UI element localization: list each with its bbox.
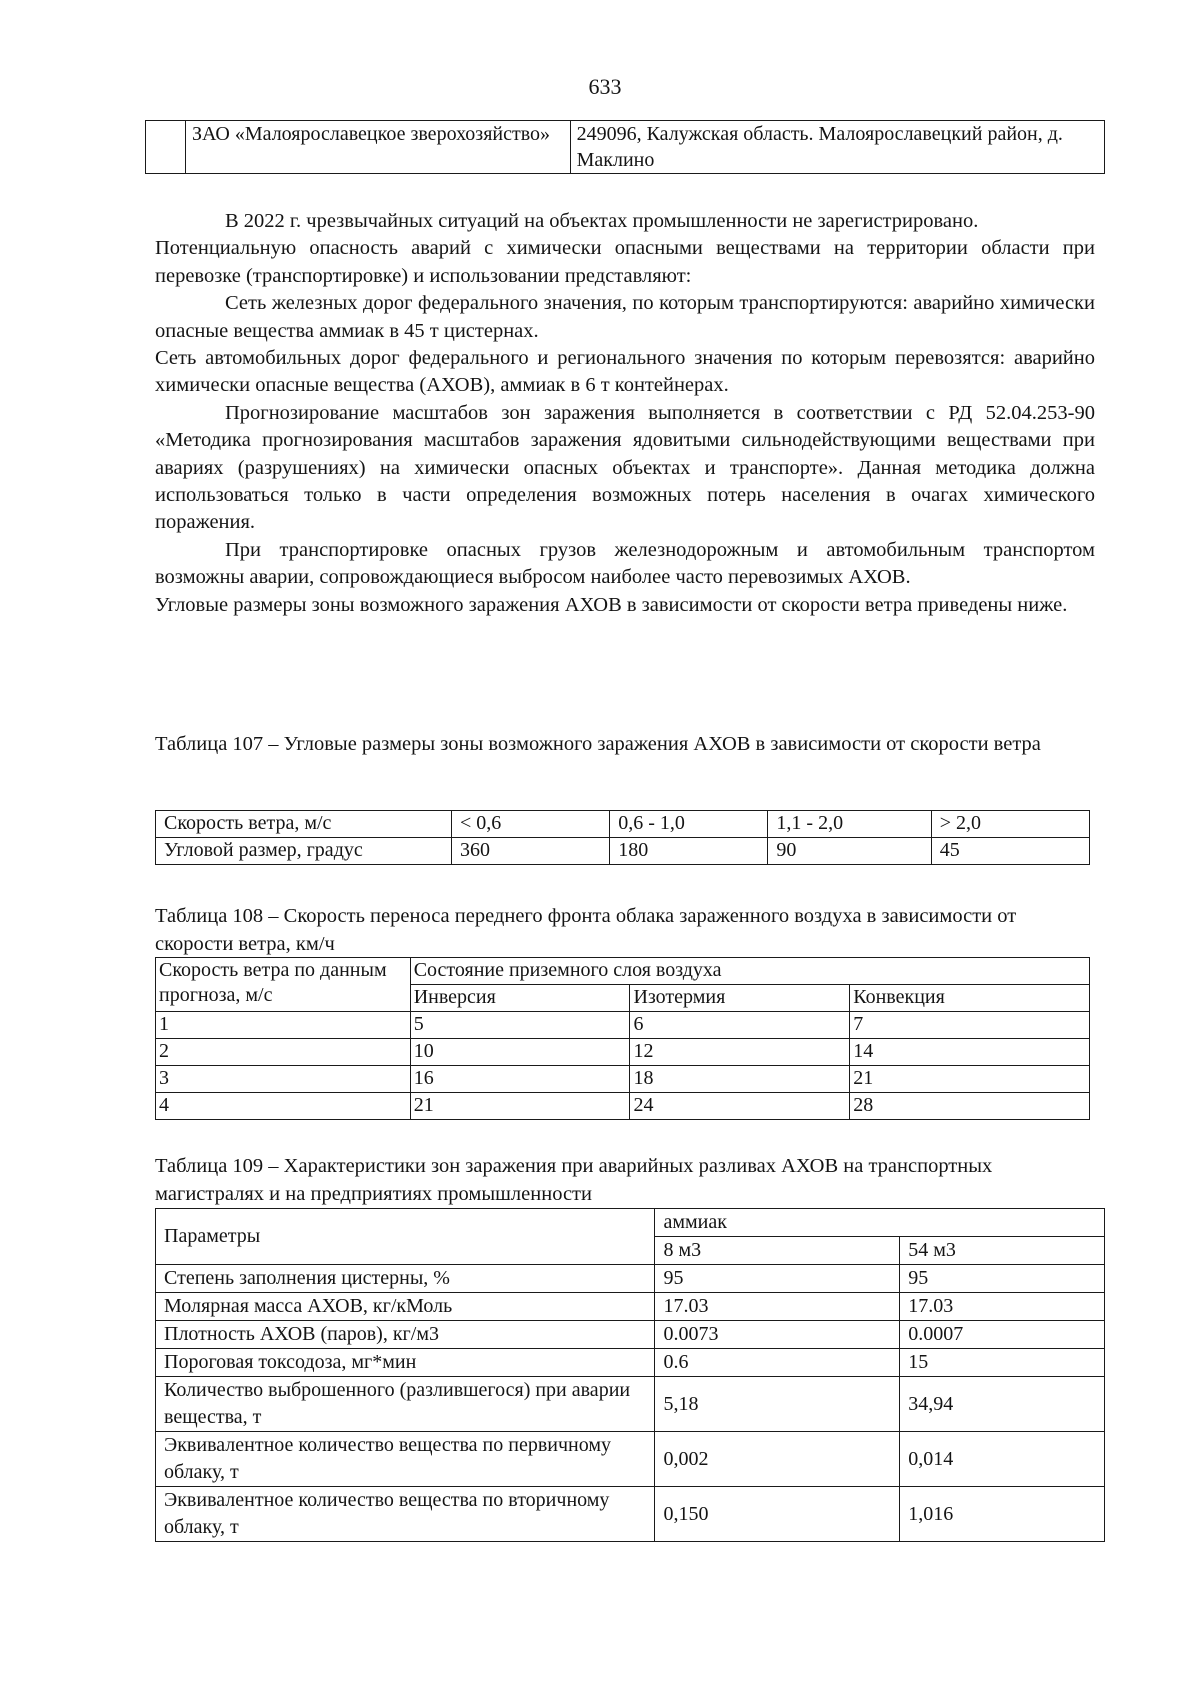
table-cell: < 0,6 [452,811,610,838]
table-cell: 18 [630,1066,850,1093]
column-header: Параметры [156,1209,655,1265]
table-cell: 0,150 [655,1487,900,1542]
table-109-caption: Таблица 109 – Характеристики зон заражения при аварийных разливах АХОВ на транспортных магистралях и на предприятиях промышленности [155,1155,993,1205]
table-cell: 180 [610,838,768,865]
column-group-header: Состояние приземного слоя воздуха [410,958,1089,985]
table-cell: 360 [452,838,610,865]
table-108-caption: Таблица 108 – Скорость переноса переднего фронта облака зараженного воздуха в зависимости от скорости ветра, км/ч [155,905,1017,955]
table-row [156,1265,1105,1293]
table-row [156,1039,1090,1066]
table-109 [155,1208,1105,1542]
table-cell: 34,94 [900,1377,1105,1432]
table-cell: 0,014 [900,1432,1105,1487]
table-cell: Количество выброшенного (разлившегося) при аварии вещества, т [156,1377,655,1432]
column-header: Изотермия [630,985,850,1012]
organization-table [145,120,1105,174]
table-cell: 45 [931,838,1089,865]
table-cell: 1,016 [900,1487,1105,1542]
body-text [155,208,1095,619]
table-cell: Скорость ветра, м/с [156,811,452,838]
table-cell: 21 [410,1093,630,1120]
table-cell: 0,6 - 1,0 [610,811,768,838]
paragraph: При транспортировке опасных грузов железнодорожным и автомобильным транспортом возможны аварии, сопровождающиеся выбросом наиболее часто перевозимых АХОВ. [155,538,1095,589]
table-cell: 1 [156,1012,411,1039]
table-cell: 90 [768,838,931,865]
table-cell: > 2,0 [931,811,1089,838]
table-107 [155,810,1090,865]
table-row [156,838,1090,865]
table-cell: Степень заполнения цистерны, % [156,1265,655,1293]
paragraph: Прогнозирование масштабов зон заражения выполняется в соответствии с РД 52.04.253-90 «Методика прогнозирования масштабов заражения ядовитыми сильнодействующими веществами при авариях (разрушениях) на химически опасных объектах и транспорте». Данная методика должна использоваться только в части определения возможных потерь населения в очагах химического поражения. [155,401,1095,534]
table-row [156,1487,1105,1542]
table-row [156,1432,1105,1487]
table-row [146,121,1105,174]
table-row [156,1066,1090,1093]
table-cell: 14 [850,1039,1090,1066]
table-cell: 16 [410,1066,630,1093]
table-row [156,1293,1105,1321]
paragraph: В 2022 г. чрезвычайных ситуаций на объектах промышленности не зарегистрировано. [225,210,979,232]
table-row [156,811,1090,838]
table-107-caption: Таблица 107 – Угловые размеры зоны возможного заражения АХОВ в зависимости от скорости ветра [155,733,1041,755]
table-cell: Эквивалентное количество вещества по вторичному облаку, т [156,1487,655,1542]
table-cell: 2 [156,1039,411,1066]
table-cell: 0.0073 [655,1321,900,1349]
table-cell: 95 [655,1265,900,1293]
table-cell [146,121,186,174]
paragraph: Сеть железных дорог федерального значения, по которым транспортируются: аварийно химически опасные вещества аммиак в 45 т цистернах. [155,292,1095,342]
page-number: 633 [588,74,622,99]
table-cell: 28 [850,1093,1090,1120]
table-cell: 24 [630,1093,850,1120]
organization-address: 249096, Калужская область. Малоярославецкий район, д. Маклино [570,121,1104,174]
table-row [156,1012,1090,1039]
table-cell: 7 [850,1012,1090,1039]
table-cell: 5,18 [655,1377,900,1432]
table-cell: 5 [410,1012,630,1039]
table-cell: Пороговая токсодоза, мг*мин [156,1349,655,1377]
table-cell: 1,1 - 2,0 [768,811,931,838]
table-cell: 17.03 [655,1293,900,1321]
column-header: Скорость ветра по данным прогноза, м/с [156,958,411,1012]
column-header: 8 м3 [655,1237,900,1265]
table-row [156,1349,1105,1377]
table-cell: 0,002 [655,1432,900,1487]
column-group-header: аммиак [655,1209,1105,1237]
table-row [156,1377,1105,1432]
table-cell: Молярная масса АХОВ, кг/кМоль [156,1293,655,1321]
table-header-row [156,958,1090,985]
table-cell: 0.0007 [900,1321,1105,1349]
paragraph: Угловые размеры зоны возможного заражения АХОВ в зависимости от скорости ветра приведены ниже. [155,593,1068,616]
table-cell: 15 [900,1349,1105,1377]
table-cell: 10 [410,1039,630,1066]
table-row [156,1093,1090,1120]
table-cell: Плотность АХОВ (паров), кг/м3 [156,1321,655,1349]
table-cell: 4 [156,1093,411,1120]
paragraph: Потенциальную опасность аварий с химически опасными веществами на территории области при перевозке (транспортировке) и использовании представляют: [155,237,1095,287]
paragraph: Сеть автомобильных дорог федерального и регионального значения по которым перевозятся: аварийно химически опасные вещества (АХОВ), аммиак в 6 т контейнерах. [155,347,1095,397]
table-cell: Угловой размер, градус [156,838,452,865]
table-108 [155,957,1090,1120]
table-cell: 12 [630,1039,850,1066]
column-header: Инверсия [410,985,630,1012]
table-cell: 3 [156,1066,411,1093]
column-header: 54 м3 [900,1237,1105,1265]
table-cell: 0.6 [655,1349,900,1377]
table-cell: 95 [900,1265,1105,1293]
organization-name: ЗАО «Малоярославецкое зверохозяйство» [185,121,570,174]
table-cell: 6 [630,1012,850,1039]
table-cell: 17.03 [900,1293,1105,1321]
table-cell: Эквивалентное количество вещества по первичному облаку, т [156,1432,655,1487]
column-header: Конвекция [850,985,1090,1012]
table-row [156,1321,1105,1349]
table-cell: 21 [850,1066,1090,1093]
table-header-row [156,1209,1105,1237]
